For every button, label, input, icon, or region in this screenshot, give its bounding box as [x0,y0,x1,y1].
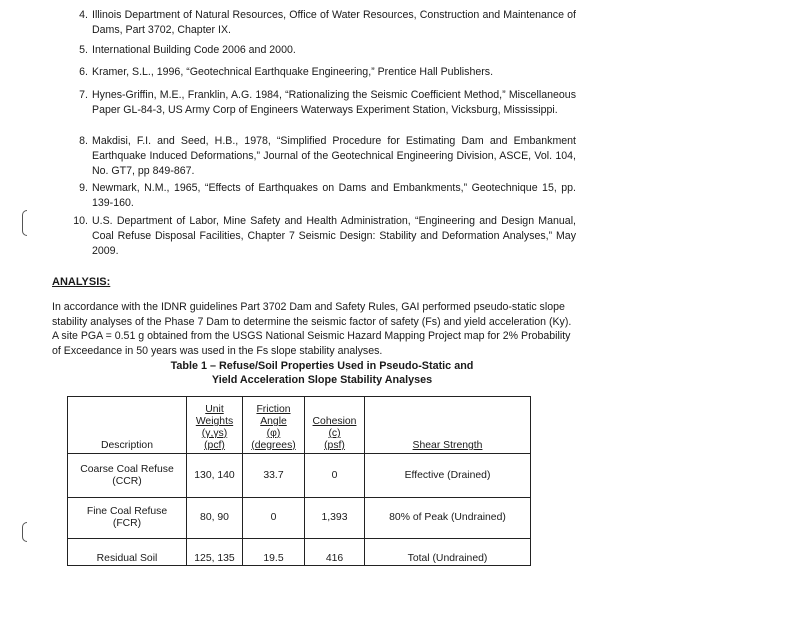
reference-item-4 [70,8,576,38]
cell-unit-weights: 125, 135 [187,539,243,566]
table-row [68,454,531,498]
cell-cohesion: 0 [305,454,365,498]
reference-item-10 [70,214,576,259]
reference-text: Newmark, N.M., 1965, “Effects of Earthquakes on Dams and Embankments,” Geotechnique 15, pp. 139-160. [92,182,576,209]
table-header-row [68,397,531,454]
table-row [68,498,531,539]
header-shear-strength: Shear Strength [365,397,531,454]
reference-number: 10. [73,215,88,227]
reference-item-9 [70,181,576,211]
reference-text: International Building Code 2006 and 2000. [92,44,296,56]
reference-text: Kramer, S.L., 1996, “Geotechnical Earthquake Engineering,” Prentice Hall Publishers. [92,66,494,78]
reference-number: 7. [79,89,88,101]
cell-friction-angle: 0 [243,498,305,539]
binder-hole-mark [22,522,27,542]
binder-hole-mark [22,210,27,236]
cell-shear-strength: 80% of Peak (Undrained) [365,498,531,539]
reference-item-5 [70,43,576,58]
header-friction-angle: Friction Angle (φ) (degrees) [243,397,305,454]
reference-number: 9. [79,182,88,194]
reference-number: 6. [79,66,88,78]
cell-cohesion: 416 [305,539,365,566]
reference-text: U.S. Department of Labor, Mine Safety and Health Administration, “Engineering and Design Manual, Coal Refuse Disposal Facilities, Chapter 7 Seismic Design: Stability and Deformation Analyses,” May 2009. [92,215,576,257]
cell-unit-weights: 130, 140 [187,454,243,498]
table-caption-line-1: Table 1 – Refuse/Soil Properties Used in Pseudo-Static and [170,360,474,372]
reference-item-6 [70,65,576,80]
header-description: Description [68,397,187,454]
reference-text: Makdisi, F.I. and Seed, H.B., 1978, “Simplified Procedure for Estimating Dam and Embankment Earthquake Induced Deformations,” Journal of the Geotechnical Engineering Division, ASCE, Vol. 104, No. GT7, pp 849-867. [92,135,576,177]
reference-item-8 [70,134,576,179]
cell-unit-weights: 80, 90 [187,498,243,539]
header-unit-weights: Unit Weights (γ,γs) (pcf) [187,397,243,454]
table-row [68,539,531,566]
reference-item-7 [70,88,576,118]
cell-description: Residual Soil [68,539,187,566]
cell-cohesion: 1,393 [305,498,365,539]
analysis-heading: ANALYSIS: [52,276,111,288]
reference-text: Illinois Department of Natural Resources, Office of Water Resources, Construction and Maintenance of Dams, Part 3702, Chapter IX. [92,9,576,36]
analysis-paragraph: In accordance with the IDNR guidelines Part 3702 Dam and Safety Rules, GAI performed pseudo-static slope stability analyses of the Phase 7 Dam to determine the seismic factor of safety (Fs) and yield acceleration (Ky). A site PGA = 0.51 g obtained from the USGS National Seismic Hazard Mapping Project map for 2% Probability of Exceedance in 50 years was used in the Fs slope stability analyses. [52,301,572,357]
cell-shear-strength: Effective (Drained) [365,454,531,498]
cell-shear-strength: Total (Undrained) [365,539,531,566]
properties-table [67,396,531,566]
cell-description: Fine Coal Refuse (FCR) [68,498,187,539]
table-caption [120,359,524,387]
reference-text: Hynes-Griffin, M.E., Franklin, A.G. 1984, “Rationalizing the Seismic Coefficient Method,” Miscellaneous Paper GL-84-3, US Army Corp of Engineers Waterways Experiment Station, Vicksburg, Mississippi. [92,89,576,116]
reference-number: 8. [79,135,88,147]
header-cohesion: Cohesion (c) (psf) [305,397,365,454]
cell-description: Coarse Coal Refuse (CCR) [68,454,187,498]
reference-number: 5. [79,44,88,56]
cell-friction-angle: 19.5 [243,539,305,566]
reference-number: 4. [79,9,88,21]
table-caption-line-2: Yield Acceleration Slope Stability Analyses [211,374,433,386]
cell-friction-angle: 33.7 [243,454,305,498]
